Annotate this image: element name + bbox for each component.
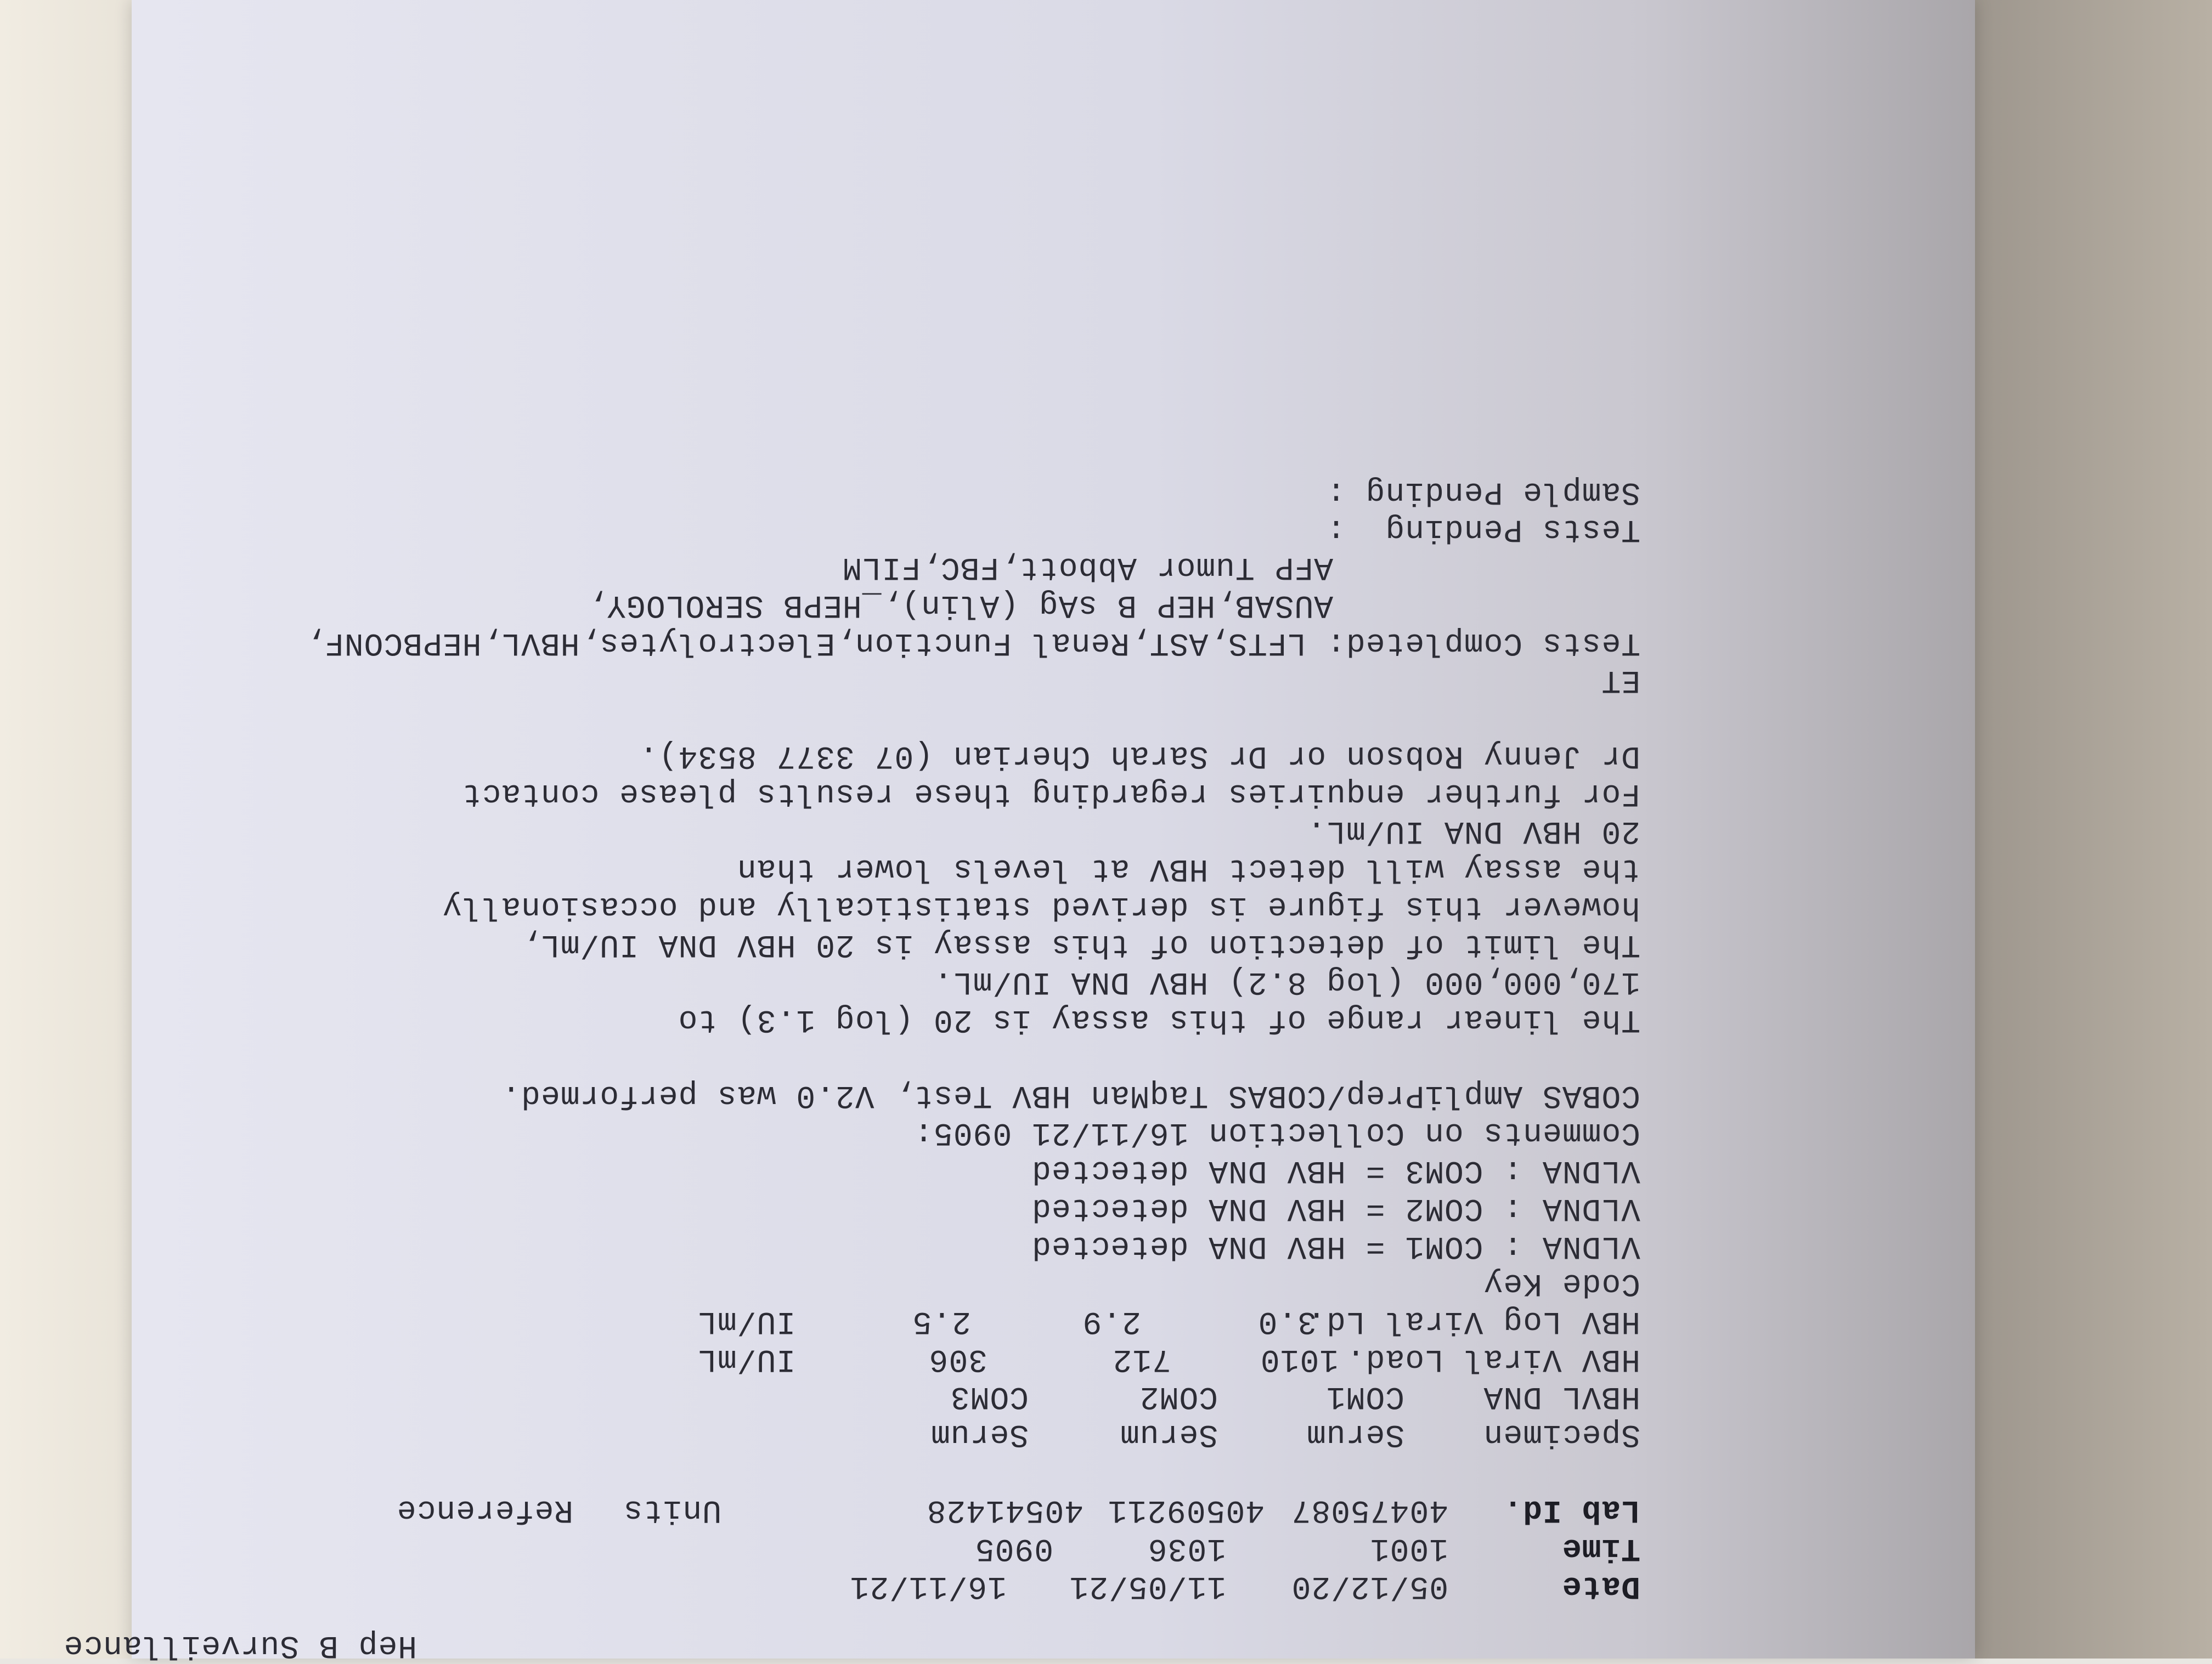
log-viral-3: 2.5 (912, 1303, 971, 1339)
hbvl-3: COM3 (950, 1378, 1029, 1414)
labid-3: 40541428 (926, 1492, 1084, 1527)
log-viral-1: 3.0 (1257, 1303, 1317, 1339)
specimen-label: Specimen (1483, 1416, 1640, 1452)
code-key-1: VLDNA : COM1 = HBV DNA detected (1031, 1228, 1640, 1264)
comment-line-7: the assay will detect HBV at levels lower than (736, 851, 1640, 886)
code-key-2: VLDNA : COM2 = HBV DNA detected (1031, 1190, 1640, 1226)
log-viral-units: IU/mL (697, 1303, 795, 1339)
log-viral-label: HBV Log Viral Ld. (1306, 1303, 1640, 1339)
lab-report (63, 0, 1975, 1663)
time-2: 1036 (1147, 1530, 1226, 1566)
time-3: 0905 (974, 1530, 1053, 1566)
viral-load-3: 306 (928, 1341, 988, 1377)
time-label: Time (1561, 1530, 1640, 1566)
date-3: 16/11/21 (849, 1568, 1007, 1604)
comment-line-9: For further enquiries regarding these results please contact (461, 776, 1640, 811)
tests-pending: Tests Pending : (1326, 511, 1640, 547)
viral-load-units: IU/mL (697, 1341, 795, 1377)
hbvl-1: COM1 (1325, 1378, 1404, 1414)
specimen-1: Serum (1306, 1416, 1404, 1452)
comment-line-3: The linear range of this assay is 20 (log 1.3) to (678, 1001, 1640, 1037)
report-header: Hep B Surveillance (63, 1627, 417, 1663)
hbvl-2: COM2 (1139, 1378, 1218, 1414)
tests-completed-1: Tests Completed: LFTS,AST,Renal Function,Electrolytes,HBVL,HEPBCONF, (304, 625, 1640, 660)
date-2: 11/05/21 (1069, 1568, 1226, 1604)
labid-2: 40509211 (1107, 1492, 1265, 1527)
comments-heading: Comments on Collection 16/11/21 0905: (913, 1114, 1640, 1150)
comment-line-5: The limit of detection of this assay is 20 HBV DNA IU/mL, (521, 926, 1640, 962)
date-label: Date (1561, 1568, 1640, 1604)
comment-line-10: Dr Jenny Robson or Dr Sarah Cherian (07 3377 8534). (638, 738, 1640, 773)
shadow-background (1960, 0, 2212, 1659)
comment-line-1: COBAS AmpliPrep/COBAS TaqMan HBV Test, V2.0 was performed. (501, 1077, 1640, 1113)
viral-load-2: 712 (1112, 1341, 1171, 1377)
sample-pending: Sample Pending : (1326, 474, 1640, 510)
tests-completed-2: AUSAB,HEP B sAg (Alin),_HEPB SEROLOGY, (586, 587, 1333, 622)
specimen-2: Serum (1119, 1416, 1218, 1452)
hbvl-label: HBVL DNA (1483, 1378, 1640, 1414)
units-label: Units (623, 1492, 721, 1527)
code-key-label: Code Key (1483, 1265, 1640, 1301)
date-1: 05/12/20 (1291, 1568, 1448, 1604)
specimen-3: Serum (930, 1416, 1029, 1452)
reference-label: Reference (396, 1492, 573, 1527)
comment-line-12: ET (1601, 662, 1640, 698)
viral-load-1: 1010 (1260, 1341, 1339, 1377)
comment-line-4: 170,000,000 (log 8.2) HBV DNA IU/mL. (933, 964, 1640, 999)
tests-completed-3: AFP Tumor Abbott,FBC,FILM (842, 549, 1333, 585)
comment-line-8: 20 HBV DNA IU/mL. (1306, 813, 1640, 848)
log-viral-2: 2.9 (1082, 1303, 1141, 1339)
labid-1: 40475087 (1291, 1492, 1448, 1527)
time-1: 1001 (1369, 1530, 1448, 1566)
labid-label: Lab Id. (1503, 1492, 1640, 1527)
code-key-3: VLDNA : COM3 = HBV DNA detected (1031, 1152, 1640, 1188)
comment-line-6: however this figure is derived statistically and occasionally (442, 888, 1640, 924)
viral-load-label: HBV Viral Load. (1345, 1341, 1640, 1377)
